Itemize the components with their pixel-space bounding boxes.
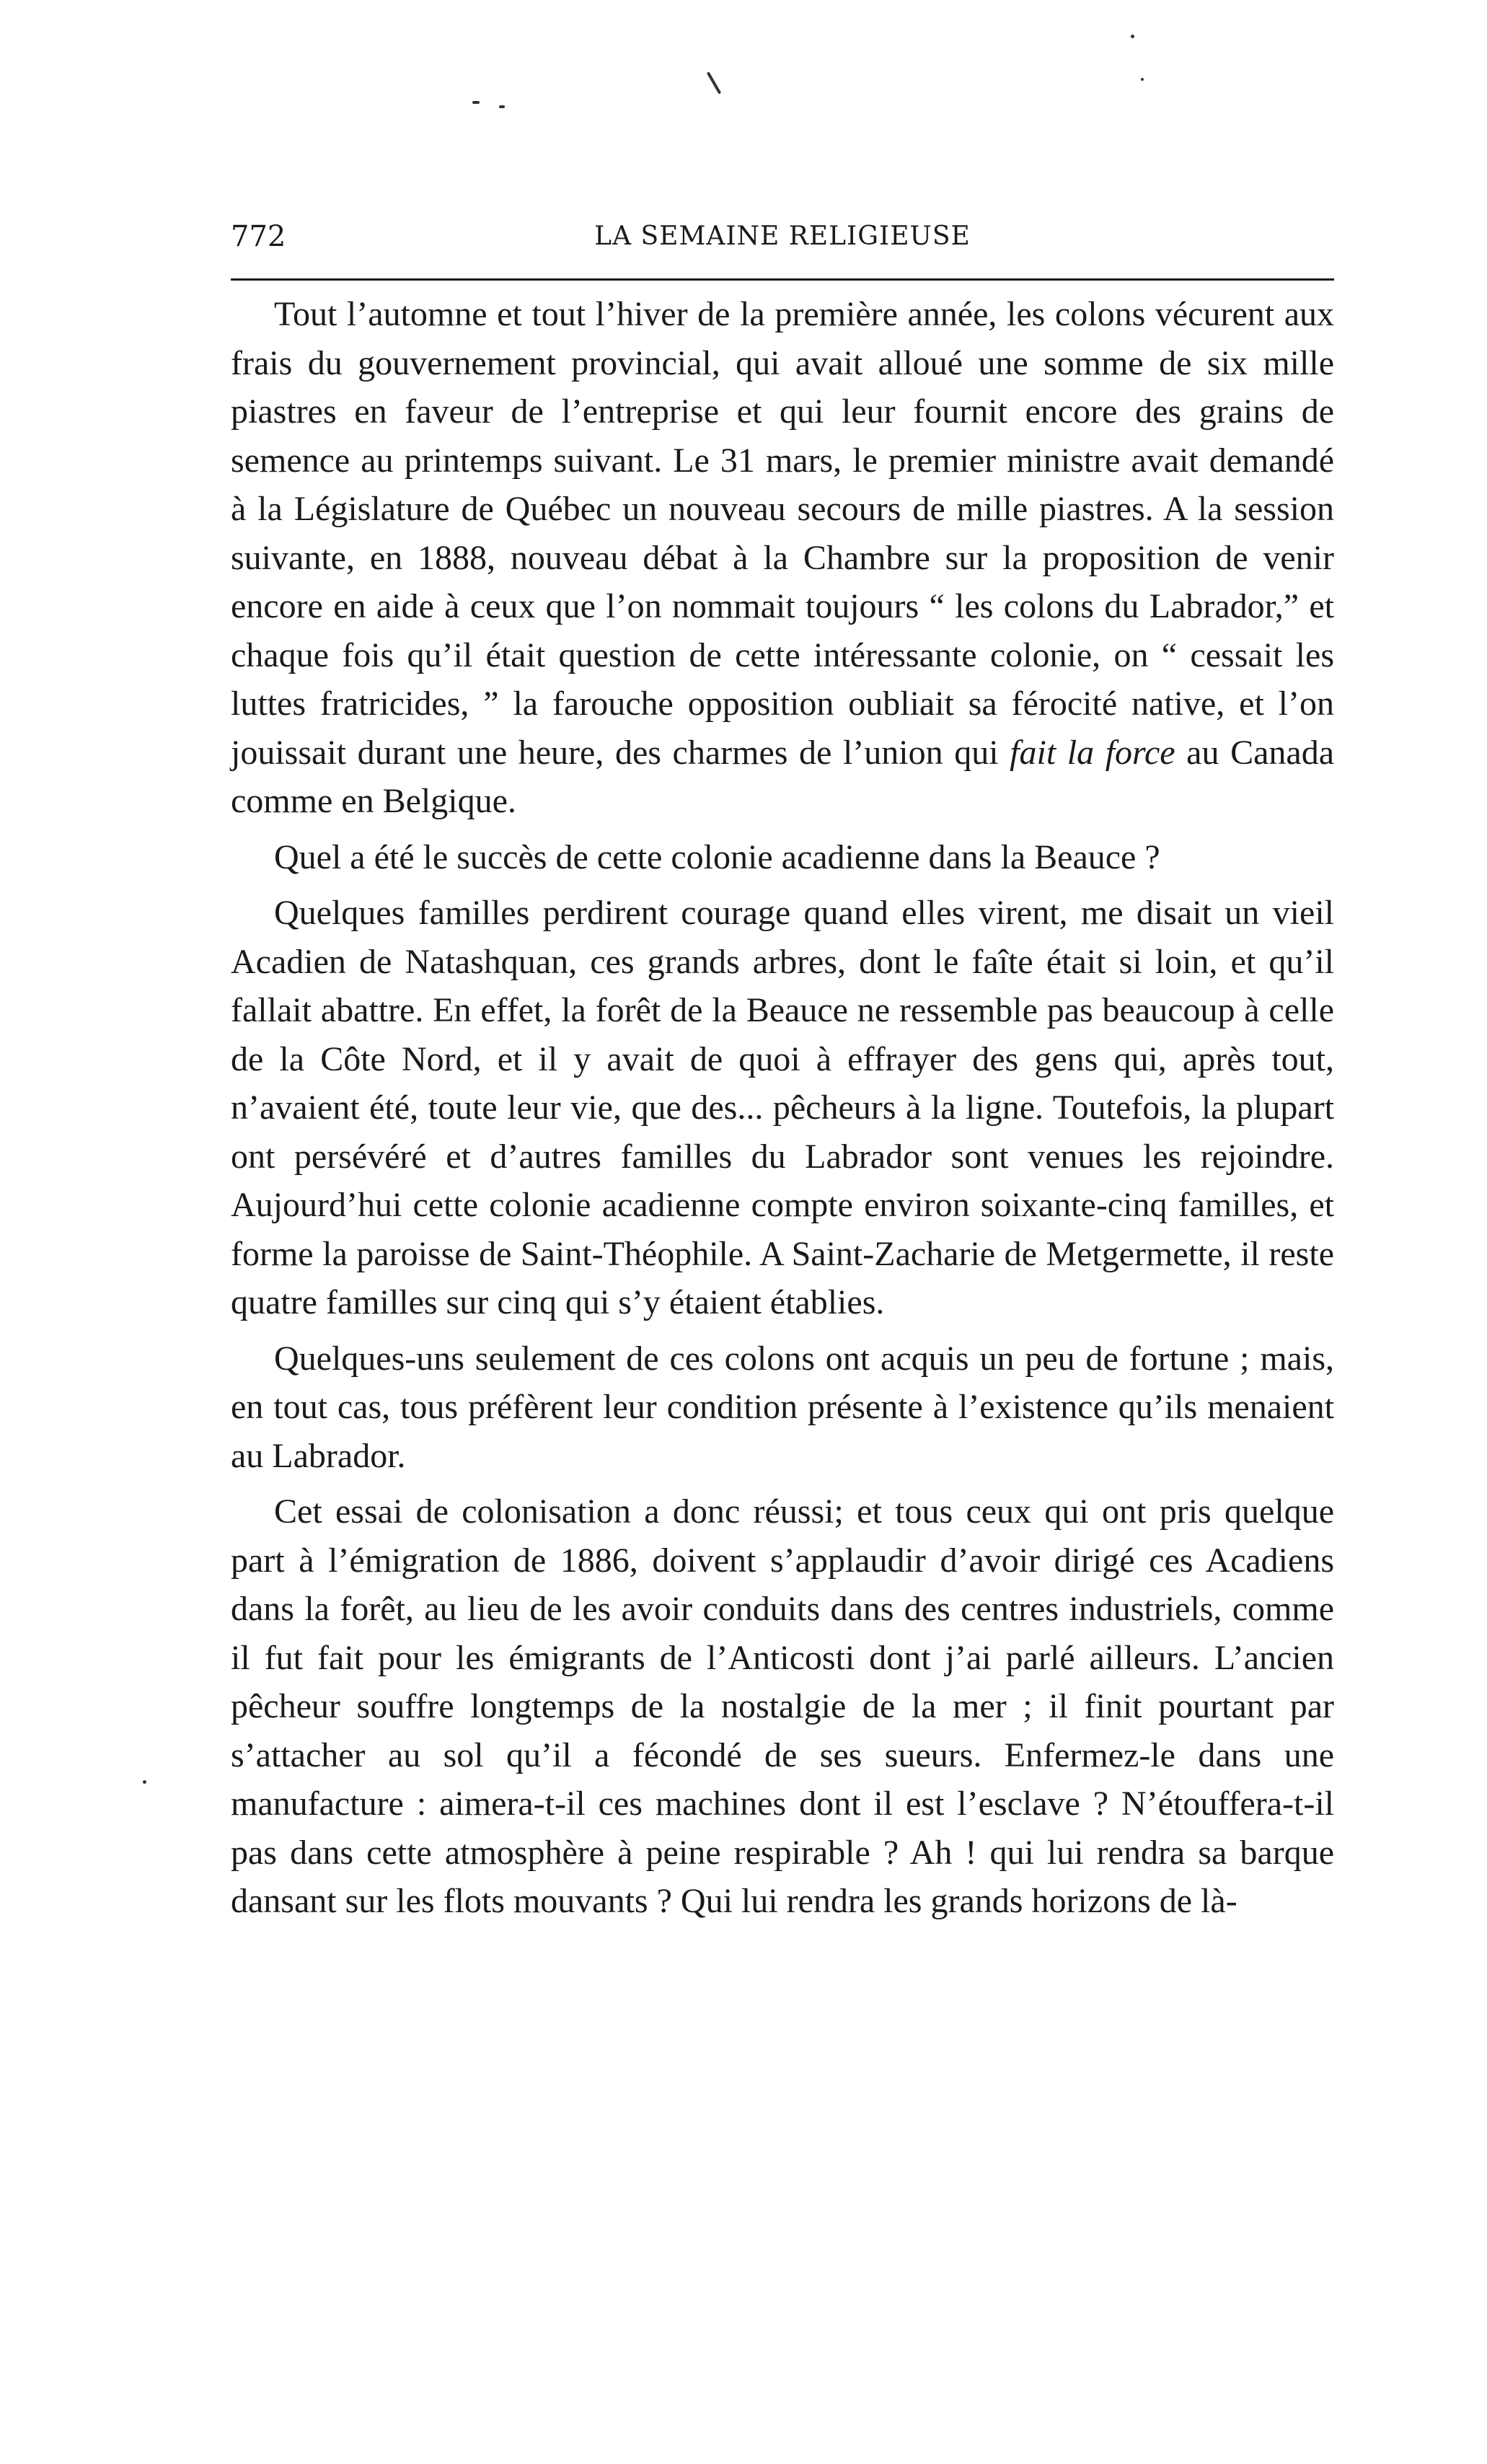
paragraph-text: au Canada comme en Belgique. <box>231 733 1335 820</box>
scan-mark <box>1131 35 1134 38</box>
scan-mark <box>1141 78 1144 81</box>
page-number: 772 <box>231 220 286 253</box>
page-header <box>231 215 1334 258</box>
paragraph: Quelques familles perdirent courage quand elles virent, me disait un vieil Acadien de Natashquan, ces grands arbres, dont le faîte était si loin, et qu’il fallait abattre. En effet, la forêt de la Beauce ne ressemble pas beaucoup à celle de la Côte Nord, et il y avait de quoi à effrayer des gens qui, après tout, n’avaient été, toute leur vie, que des... pêcheurs à la ligne. Toutefois, la plupart ont persévéré et d’autres familles du Labrador sont venues les rejoindre. Aujourd’hui cette colonie acadienne compte environ soixante-cinq familles, et forme la paroisse de Saint-Théophile. A Saint-Zacharie de Metgermette, il reste quatre familles sur cinq qui s’y étaient établies. <box>231 894 1334 1321</box>
header-rule <box>231 278 1334 281</box>
scan-mark <box>143 1780 146 1784</box>
running-title: LA SEMAINE RELIGIEUSE <box>594 221 971 251</box>
scan-mark <box>707 71 721 94</box>
paragraph: Quelques-uns seulement de ces colons ont acquis un peu de fortune ; mais, en tout cas, tous préfèrent leur condition présente à l’existence qu’ils menaient au Labrador. <box>231 1339 1334 1475</box>
paragraph: Cet essai de colonisation a donc réussi; et tous ceux qui ont pris quelque part à l’émigration de 1886, doivent s’applaudir d’avoir dirigé ces Acadiens dans la forêt, au lieu de les avoir conduits dans des centres industriels, comme il fut fait pour les émigrants de l’Anticosti dont j’ai parlé ailleurs. L’ancien pêcheur souffre longtemps de la nostalgie de la mer ; il finit pourtant par s’attacher au sol qu’il a fécondé de ses sueurs. Enfermez-le dans une manufacture : aimera-t-il ces machines dont il est l’esclave ? N’étouffera-t-il pas dans cette atmosphère à peine respirable ? Ah ! qui lui rendra sa barque dansant sur les flots mouvants ? Qui lui rendra les grands horizons de là- <box>231 1492 1334 1920</box>
paragraph <box>231 290 1334 826</box>
paragraph: Quel a été le succès de cette colonie acadienne dans la Beauce ? <box>274 837 1160 876</box>
italic-phrase: fait la force <box>1010 733 1175 772</box>
article-body <box>231 290 1334 1926</box>
scan-mark <box>499 105 505 108</box>
scan-mark <box>472 101 480 104</box>
paragraph-text: Tout l’automne et tout l’hiver de la première année, les colons vécurent aux frais du gouvernement provincial, qui avait alloué une somme de six mille piastres en faveur de l’entreprise et qui leur fournit encore des grains de semence au printemps suivant. Le 31 mars, le premier ministre avait demandé à la Législature de Québec un nouveau secours de mille piastres. A la session suivante, en 1888, nouveau débat à la Chambre sur la proposition de venir encore en aide à ceux que l’on nommait toujours “ les colons du Labrador,” et chaque fois qu’il était question de cette intéressante colonie, on “ cessait les luttes fratricides, ” la farouche opposition oubliait sa férocité native, et l’on jouissait durant une heure, des charmes de l’union qui <box>231 295 1334 772</box>
